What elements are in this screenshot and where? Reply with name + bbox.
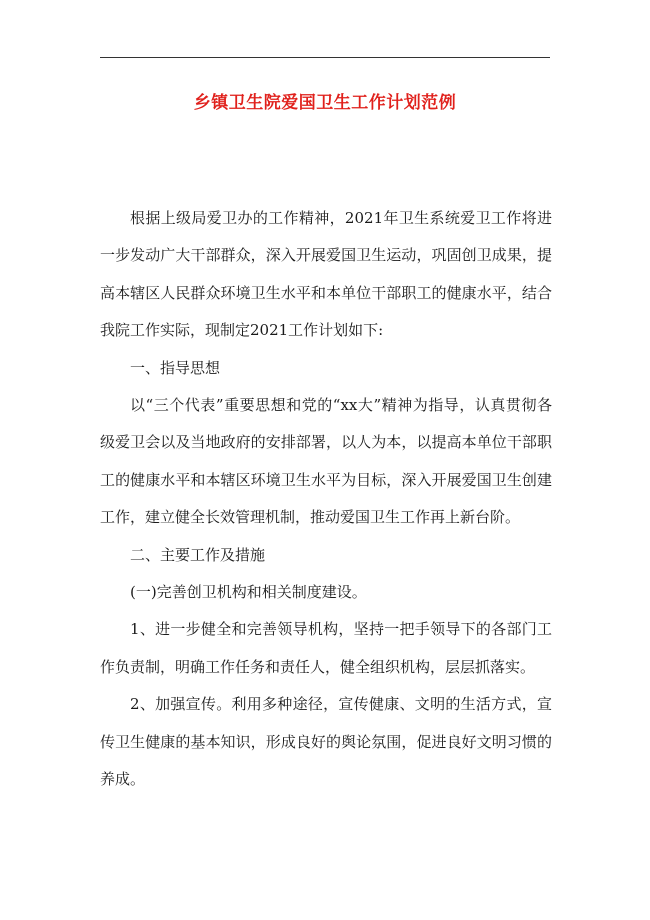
subheading-institution-building: (一)完善创卫机构和相关制度建设。 xyxy=(130,583,367,602)
document-title: 乡镇卫生院爱国卫生工作计划范例 xyxy=(193,93,457,113)
paragraph-guiding-thought: 以“三个代表”重要思想和党的“xx大”精神为指导，认真贯彻各级爱卫会以及当地政府的安排部署，以人为本，以提高本单位干部职工的健康水平和本辖区环境卫生水平为目标，深入开展爱国卫生创建工作，建立健全长效管理机制，推动爱国卫生工作再上新台阶。 xyxy=(100,396,552,527)
header-rule xyxy=(100,57,550,58)
paragraph-item-2: 2、加强宣传。利用多种途径，宣传健康、文明的生活方式，宣传卫生健康的基本知识，形成良好的舆论氛围，促进良好文明习惯的养成。 xyxy=(100,695,552,789)
paragraph-item-1: 1、进一步健全和完善领导机构，坚持一把手领导下的各部门工作负责制，明确工作任务和责任人，健全组织机构，层层抓落实。 xyxy=(100,620,552,676)
paragraph-intro: 根据上级局爱卫办的工作精神，2021年卫生系统爱卫工作将进一步发动广大干部群众，深入开展爱国卫生运动，巩固创卫成果，提高本辖区人民群众环境卫生水平和本单位干部职工的健康水平，结合我院工作实际，现制定2021工作计划如下: xyxy=(100,209,552,340)
heading-guiding-thought: 一、指导思想 xyxy=(130,358,221,377)
heading-main-work: 二、主要工作及措施 xyxy=(130,545,266,564)
document-body xyxy=(100,200,552,799)
